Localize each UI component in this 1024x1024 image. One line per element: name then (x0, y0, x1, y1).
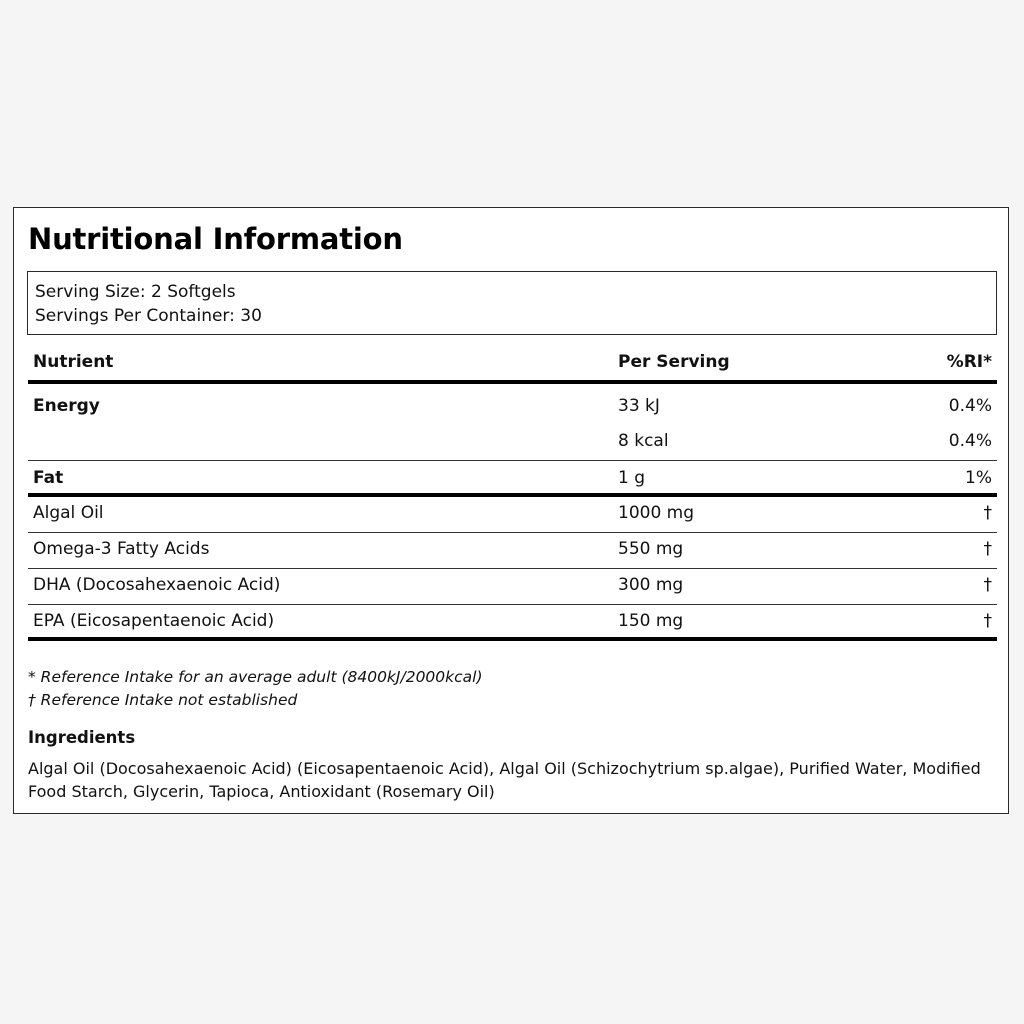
table-row-fat (28, 461, 997, 497)
nutrient-value: 300 mg (618, 575, 684, 595)
energy-kj: 33 kJ (618, 396, 660, 416)
fat-label: Fat (33, 468, 64, 488)
header-per-serving: Per Serving (618, 352, 730, 372)
energy-kcal: 8 kcal (618, 431, 669, 451)
nutrient-name: Algal Oil (33, 503, 104, 523)
energy-kcal-ri: 0.4% (948, 431, 992, 451)
energy-label: Energy (33, 396, 100, 416)
header-nutrient: Nutrient (33, 352, 114, 372)
serving-size: Serving Size: 2 Softgels (35, 282, 236, 302)
nutrient-name: DHA (Docosahexaenoic Acid) (33, 575, 281, 595)
nutrient-value: 150 mg (618, 611, 684, 631)
fat-value: 1 g (618, 468, 646, 488)
ingredients-text: Algal Oil (Docosahexaenoic Acid) (Eicosapentaenoic Acid), Algal Oil (Schizochytrium sp.algae), Purified Water, Modified Food Starch, Glycerin, Tapioca, Antioxidant (Rosemary Oil) (28, 759, 981, 801)
nutrient-ri: † (983, 611, 992, 631)
serving-info-box (27, 271, 997, 335)
table-row (28, 497, 997, 533)
table-header (28, 346, 997, 384)
nutrition-table (28, 346, 997, 641)
table-row-energy (28, 384, 997, 461)
energy-kj-ri: 0.4% (948, 396, 992, 416)
table-row (28, 569, 997, 605)
nutrient-name: EPA (Eicosapentaenoic Acid) (33, 611, 275, 631)
nutrient-ri: † (983, 539, 992, 559)
servings-per-container: Servings Per Container: 30 (35, 306, 262, 326)
fat-ri: 1% (965, 468, 992, 488)
ingredients-heading: Ingredients (28, 728, 136, 747)
footnotes (28, 666, 483, 712)
dagger-footnote: † Reference Intake not established (28, 691, 298, 709)
table-row (28, 533, 997, 569)
nutrient-ri: † (983, 575, 992, 595)
nutrient-value: 550 mg (618, 539, 684, 559)
nutrient-value: 1000 mg (618, 503, 695, 523)
table-row (28, 605, 997, 641)
page-title: Nutritional Information (28, 222, 403, 256)
nutrient-name: Omega-3 Fatty Acids (33, 539, 210, 559)
nutrition-panel (13, 207, 1009, 814)
nutrient-ri: † (983, 503, 992, 523)
header-ri: %RI* (946, 352, 992, 372)
ri-footnote: * Reference Intake for an average adult (8400kJ/2000kcal) (28, 668, 483, 686)
